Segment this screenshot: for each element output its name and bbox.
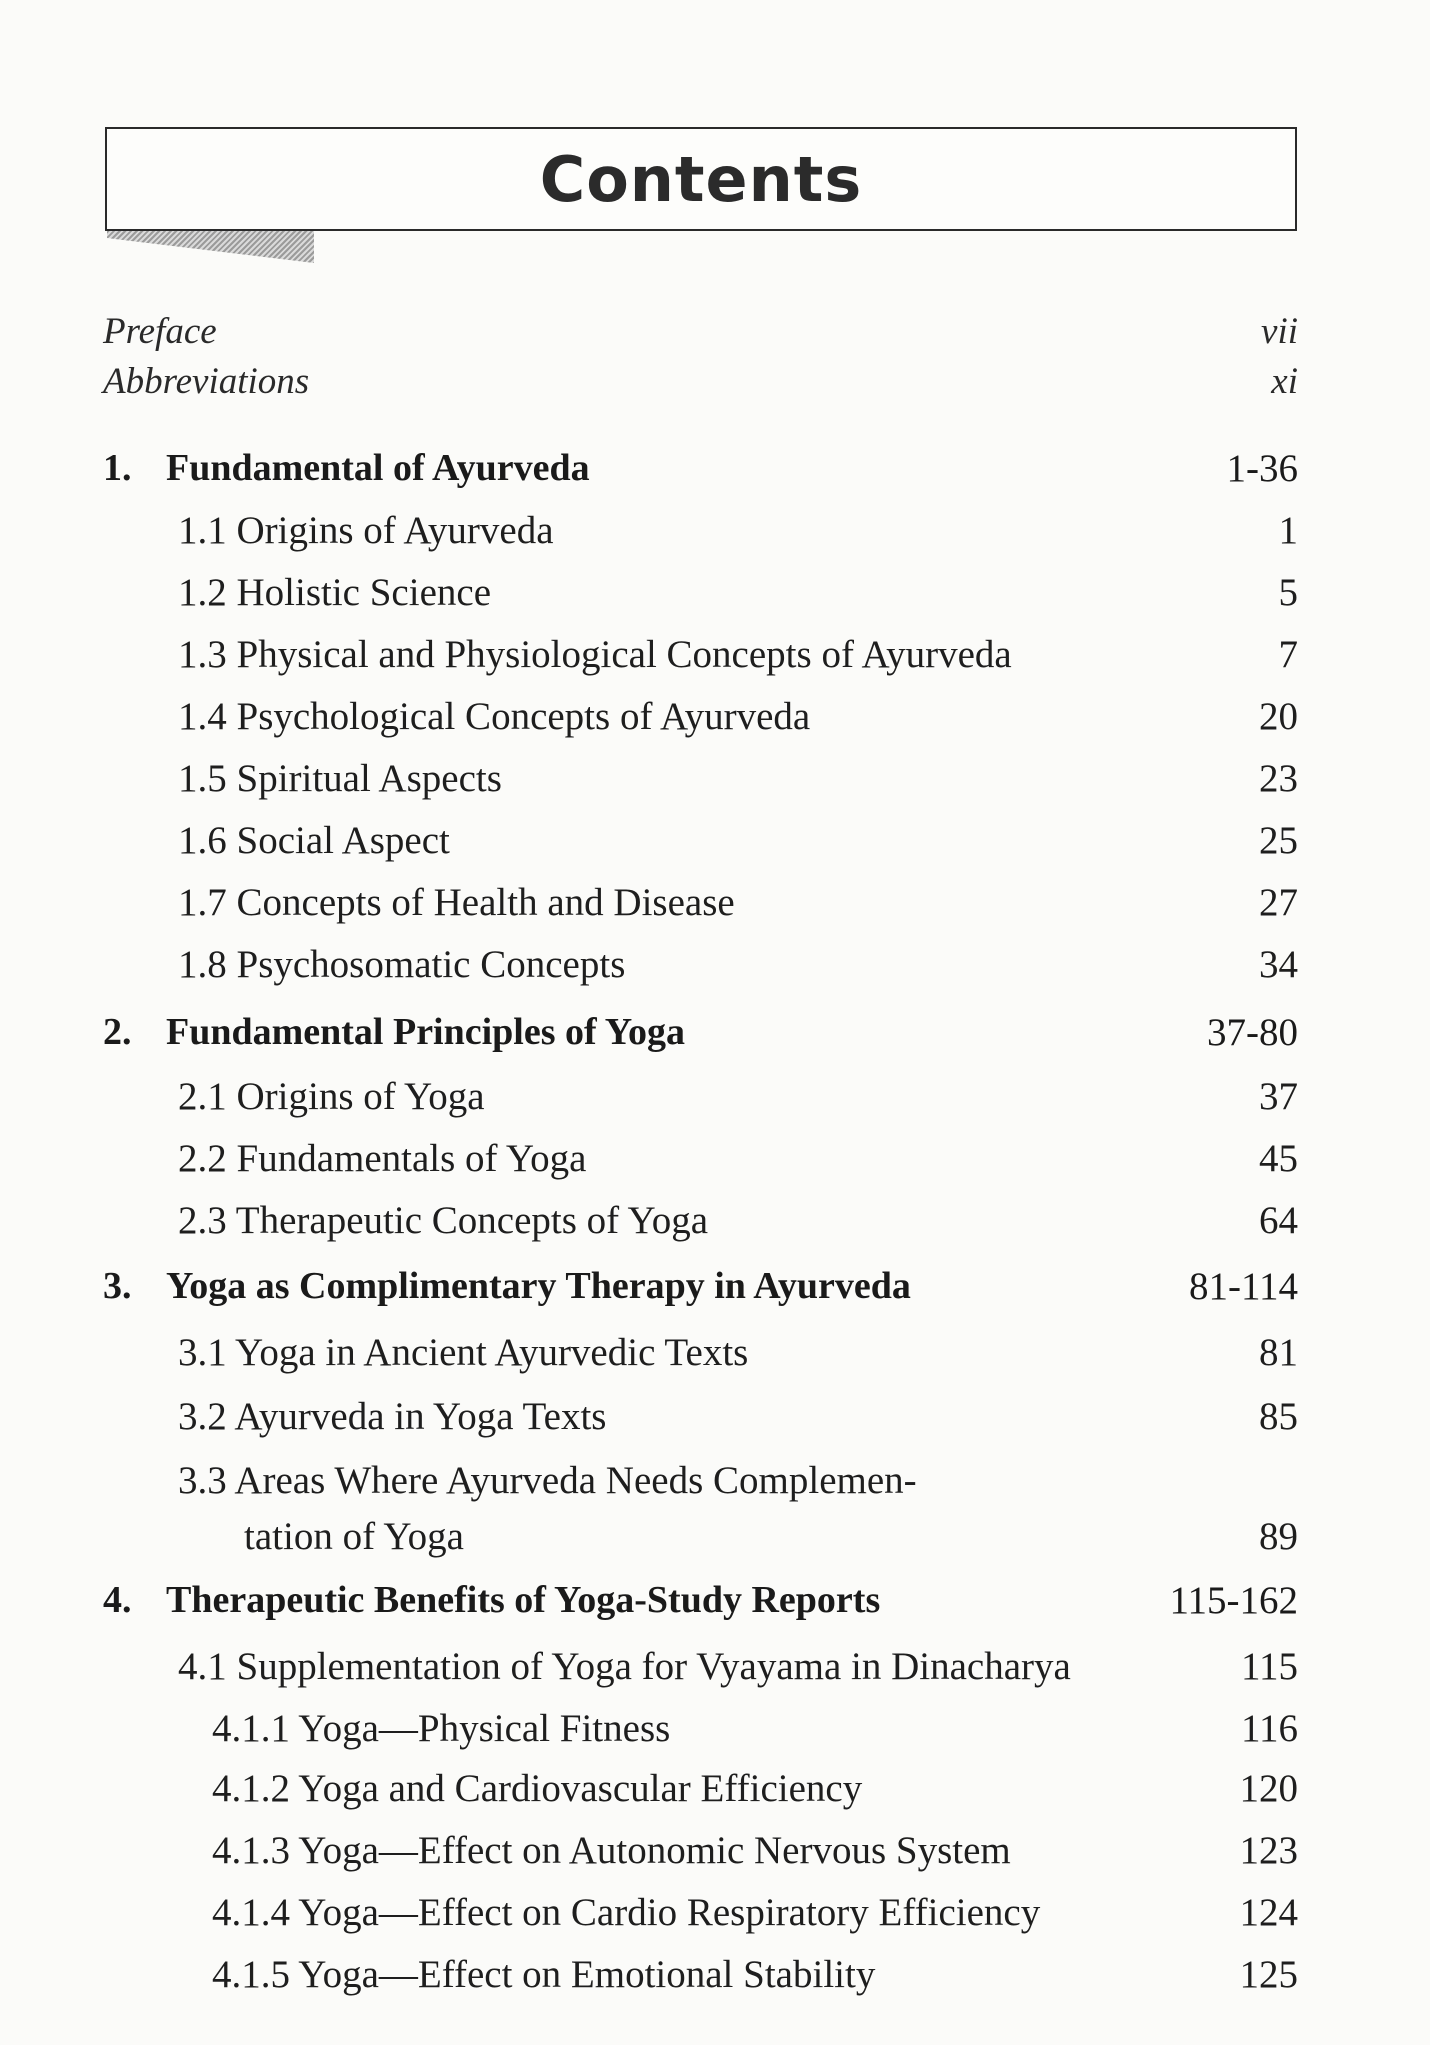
section-title: 1.4 Psychological Concepts of Ayurveda xyxy=(178,695,811,738)
toc-section-row xyxy=(0,1330,1430,1382)
chapter-number: 4. xyxy=(103,1579,132,1621)
toc-page-number: 27 xyxy=(1259,881,1298,924)
toc-page-number: 81-114 xyxy=(1188,1265,1298,1308)
toc-section-row xyxy=(0,1514,1430,1566)
section-title: 2.3 Therapeutic Concepts of Yoga xyxy=(178,1199,709,1242)
toc-page-number: 123 xyxy=(1239,1829,1298,1872)
toc-page-number: 81 xyxy=(1259,1331,1298,1374)
toc-page-number: 115 xyxy=(1240,1645,1298,1688)
toc-section-row xyxy=(0,818,1430,870)
toc-chapter-row xyxy=(0,1010,1430,1062)
toc-page-number: 89 xyxy=(1259,1515,1298,1558)
toc-page-number: 37-80 xyxy=(1207,1011,1298,1054)
toc-page-number: 1-36 xyxy=(1226,447,1298,490)
toc-page-number: xi xyxy=(1271,361,1298,402)
section-title: 4.1.1 Yoga—Physical Fitness xyxy=(212,1707,671,1750)
toc-subsection-row xyxy=(0,1828,1430,1880)
chapter-number: 2. xyxy=(103,1011,132,1053)
toc-page-number: 125 xyxy=(1239,1953,1298,1996)
chapter-title: Therapeutic Benefits of Yoga-Study Reports xyxy=(166,1579,881,1621)
toc-subsection-row xyxy=(0,1706,1430,1758)
section-title: 4.1.5 Yoga—Effect on Emotional Stability xyxy=(212,1953,876,1996)
section-title: 3.3 Areas Where Ayurveda Needs Complemen- xyxy=(178,1459,917,1502)
section-title: 2.2 Fundamentals of Yoga xyxy=(178,1137,587,1180)
section-title: 1.8 Psychosomatic Concepts xyxy=(178,943,626,986)
toc-chapter-row xyxy=(0,446,1430,498)
toc-page-number: 7 xyxy=(1278,633,1298,676)
toc-page-number: 5 xyxy=(1278,571,1298,614)
toc-page-number: 20 xyxy=(1259,695,1298,738)
toc-section-row xyxy=(0,570,1430,622)
section-title: 1.2 Holistic Science xyxy=(178,571,492,614)
toc-section-row xyxy=(0,1136,1430,1188)
toc-page-number: 116 xyxy=(1240,1707,1298,1750)
chapter-title: Fundamental Principles of Yoga xyxy=(166,1011,685,1053)
toc-entry-title: Abbreviations xyxy=(103,361,310,402)
section-title: tation of Yoga xyxy=(244,1515,464,1558)
toc-entry-title: Preface xyxy=(103,311,217,352)
toc-page-number: 115-162 xyxy=(1169,1579,1298,1622)
toc-section-row xyxy=(0,756,1430,808)
toc-chapter-row xyxy=(0,1578,1430,1630)
toc-section-row xyxy=(0,1394,1430,1446)
section-title: 1.3 Physical and Physiological Concepts of Ayurveda xyxy=(178,633,1012,676)
toc-section-row xyxy=(0,880,1430,932)
toc-subsection-row xyxy=(0,1766,1430,1818)
toc-page-number: 23 xyxy=(1259,757,1298,800)
toc-page-number: 1 xyxy=(1278,509,1298,552)
section-title: 4.1.3 Yoga—Effect on Autonomic Nervous System xyxy=(212,1829,1011,1872)
toc-page-number: 45 xyxy=(1259,1137,1298,1180)
chapter-title: Yoga as Complimentary Therapy in Ayurveda xyxy=(166,1265,911,1307)
section-title: 1.5 Spiritual Aspects xyxy=(178,757,502,800)
toc-page-number: 34 xyxy=(1259,943,1298,986)
toc-section-row xyxy=(0,1644,1430,1696)
toc-section-row xyxy=(0,1074,1430,1126)
toc-page-number: 64 xyxy=(1259,1199,1298,1242)
section-title: 4.1.2 Yoga and Cardiovascular Efficiency xyxy=(212,1767,863,1810)
toc-section-row xyxy=(0,508,1430,560)
toc-page-number: 124 xyxy=(1239,1891,1298,1934)
section-title: 3.1 Yoga in Ancient Ayurvedic Texts xyxy=(178,1331,749,1374)
toc-subsection-row xyxy=(0,1890,1430,1942)
toc-page-number: 120 xyxy=(1239,1767,1298,1810)
toc-page-number: 85 xyxy=(1259,1395,1298,1438)
toc-page-number: vii xyxy=(1261,311,1298,352)
section-title: 1.7 Concepts of Health and Disease xyxy=(178,881,735,924)
toc-section-row xyxy=(0,694,1430,746)
toc-section-row xyxy=(0,632,1430,684)
chapter-number: 3. xyxy=(103,1265,132,1307)
toc-section-row xyxy=(0,942,1430,994)
section-title: 2.1 Origins of Yoga xyxy=(178,1075,485,1118)
chapter-title: Fundamental of Ayurveda xyxy=(166,447,590,489)
section-title: 4.1.4 Yoga—Effect on Cardio Respiratory Efficiency xyxy=(212,1891,1041,1934)
toc-section-row xyxy=(0,1458,1430,1510)
section-title: 1.6 Social Aspect xyxy=(178,819,450,862)
chapter-number: 1. xyxy=(103,447,132,489)
toc-page-number: 25 xyxy=(1259,819,1298,862)
toc-front-matter-row xyxy=(0,360,1430,412)
section-title: 4.1 Supplementation of Yoga for Vyayama in Dinacharya xyxy=(178,1645,1071,1688)
section-title: 3.2 Ayurveda in Yoga Texts xyxy=(178,1395,607,1438)
toc-subsection-row xyxy=(0,1952,1430,2004)
section-title: 1.1 Origins of Ayurveda xyxy=(178,509,554,552)
toc-chapter-row xyxy=(0,1264,1430,1316)
toc-front-matter-row xyxy=(0,310,1430,362)
page-title: Contents xyxy=(539,143,863,216)
toc-page-number: 37 xyxy=(1259,1075,1298,1118)
toc-section-row xyxy=(0,1198,1430,1250)
